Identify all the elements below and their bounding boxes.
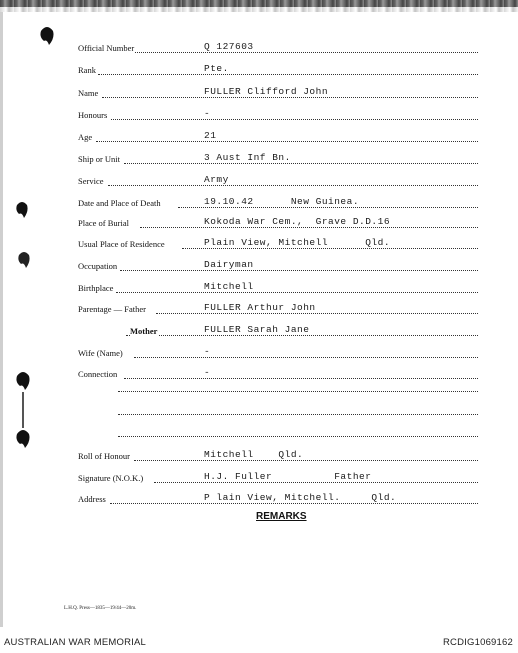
- remarks-heading: REMARKS: [256, 511, 307, 522]
- scan-top-edge: [0, 0, 518, 7]
- value-birthplace: Mitchell: [204, 281, 254, 292]
- field-connection: [78, 364, 478, 382]
- label-age: Age: [78, 132, 93, 142]
- value-service: Army: [204, 174, 229, 185]
- connection-line-2: [118, 391, 478, 392]
- field-signature-nok: [78, 468, 478, 486]
- field-official-number: [78, 38, 478, 56]
- punch-hole-5: [14, 428, 32, 450]
- dotted-line: [126, 335, 478, 336]
- value-name: FULLER Clifford John: [204, 86, 329, 97]
- dotted-line: [124, 163, 478, 164]
- label-official-number: Official Number: [78, 43, 135, 53]
- label-place-of-burial: Place of Burial: [78, 218, 129, 228]
- label-connection: Connection: [78, 369, 118, 379]
- label-signature-nok: Signature (N.O.K.): [78, 473, 144, 483]
- dotted-line: [116, 292, 478, 293]
- dotted-line: [110, 503, 478, 504]
- value-official-number: Q 127603: [204, 41, 254, 52]
- dotted-line: [98, 74, 478, 75]
- value-honours: -: [204, 108, 211, 119]
- dotted-line: [134, 460, 478, 461]
- field-honours: [78, 105, 478, 123]
- dotted-line: [154, 482, 478, 483]
- dotted-line: [102, 97, 478, 98]
- connection-line-3: [118, 414, 478, 415]
- label-service: Service: [78, 176, 104, 186]
- label-usual-place-of-residence: Usual Place of Residence: [78, 239, 165, 249]
- label-mother: Mother: [130, 326, 158, 336]
- field-service: [78, 171, 478, 189]
- dotted-line: [182, 248, 478, 249]
- scan-mark: [20, 392, 26, 428]
- dotted-line: [120, 270, 478, 271]
- label-occupation: Occupation: [78, 261, 118, 271]
- field-name: [78, 83, 478, 101]
- value-wife-name: -: [204, 346, 211, 357]
- dotted-line: [134, 52, 478, 53]
- scan-left-edge: [0, 12, 3, 627]
- field-rank: [78, 60, 478, 78]
- field-parentage-father: [78, 299, 478, 317]
- printer-imprint: L.H.Q. Press—1835—19/44—20m.: [64, 606, 137, 611]
- punch-hole-4: [14, 370, 32, 392]
- label-rank: Rank: [78, 65, 96, 75]
- field-roll-of-honour: [78, 446, 478, 464]
- field-usual-place-of-residence: [78, 234, 478, 252]
- field-wife-name: [78, 343, 478, 361]
- value-ship-or-unit: 3 Aust Inf Bn.: [204, 152, 291, 163]
- dotted-line: [111, 119, 478, 120]
- dotted-line: [108, 185, 478, 186]
- value-occupation: Dairyman: [204, 259, 254, 270]
- label-wife-name: Wife (Name): [78, 348, 123, 358]
- punch-hole-1: [38, 25, 56, 47]
- value-age: 21: [204, 130, 217, 141]
- label-ship-or-unit: Ship or Unit: [78, 154, 121, 164]
- footer-institution: AUSTRALIAN WAR MEMORIAL: [4, 637, 147, 648]
- value-date-place-of-death: 19.10.42 New Guinea.: [204, 196, 360, 207]
- dotted-line: [178, 207, 478, 208]
- field-date-place-of-death: [78, 193, 478, 211]
- label-roll-of-honour: Roll of Honour: [78, 451, 130, 461]
- connection-line-4: [118, 436, 478, 437]
- label-address: Address: [78, 494, 106, 504]
- value-mother: FULLER Sarah Jane: [204, 324, 310, 335]
- label-date-place-of-death: Date and Place of Death: [78, 198, 161, 208]
- field-age: [78, 127, 478, 145]
- label-honours: Honours: [78, 110, 108, 120]
- scan-top-edge-light: [0, 7, 518, 12]
- dotted-line: [124, 378, 478, 379]
- value-rank: Pte.: [204, 63, 229, 74]
- field-occupation: [78, 256, 478, 274]
- field-birthplace: [78, 278, 478, 296]
- dotted-line: [96, 141, 478, 142]
- dotted-line: [156, 313, 478, 314]
- value-address: P lain View, Mitchell. Qld.: [204, 492, 397, 503]
- value-signature-nok: H.J. Fuller Father: [204, 471, 372, 482]
- field-place-of-burial: [78, 213, 478, 231]
- dotted-line: [134, 357, 478, 358]
- value-connection: -: [204, 367, 211, 378]
- dotted-line: [140, 227, 478, 228]
- punch-hole-2: [14, 200, 30, 220]
- field-ship-or-unit: [78, 149, 478, 167]
- label-birthplace: Birthplace: [78, 283, 114, 293]
- footer-record-id: RCDIG1069162: [443, 637, 513, 648]
- label-name: Name: [78, 88, 99, 98]
- punch-hole-3: [16, 250, 32, 270]
- label-parentage-father: Parentage — Father: [78, 304, 146, 314]
- value-roll-of-honour: Mitchell Qld.: [204, 449, 304, 460]
- value-place-of-burial: Kokoda War Cem., Grave D.D.16: [204, 216, 391, 227]
- field-mother: [126, 321, 478, 339]
- value-parentage-father: FULLER Arthur John: [204, 302, 316, 313]
- value-usual-place-of-residence: Plain View, Mitchell Qld.: [204, 237, 391, 248]
- field-address: [78, 489, 478, 507]
